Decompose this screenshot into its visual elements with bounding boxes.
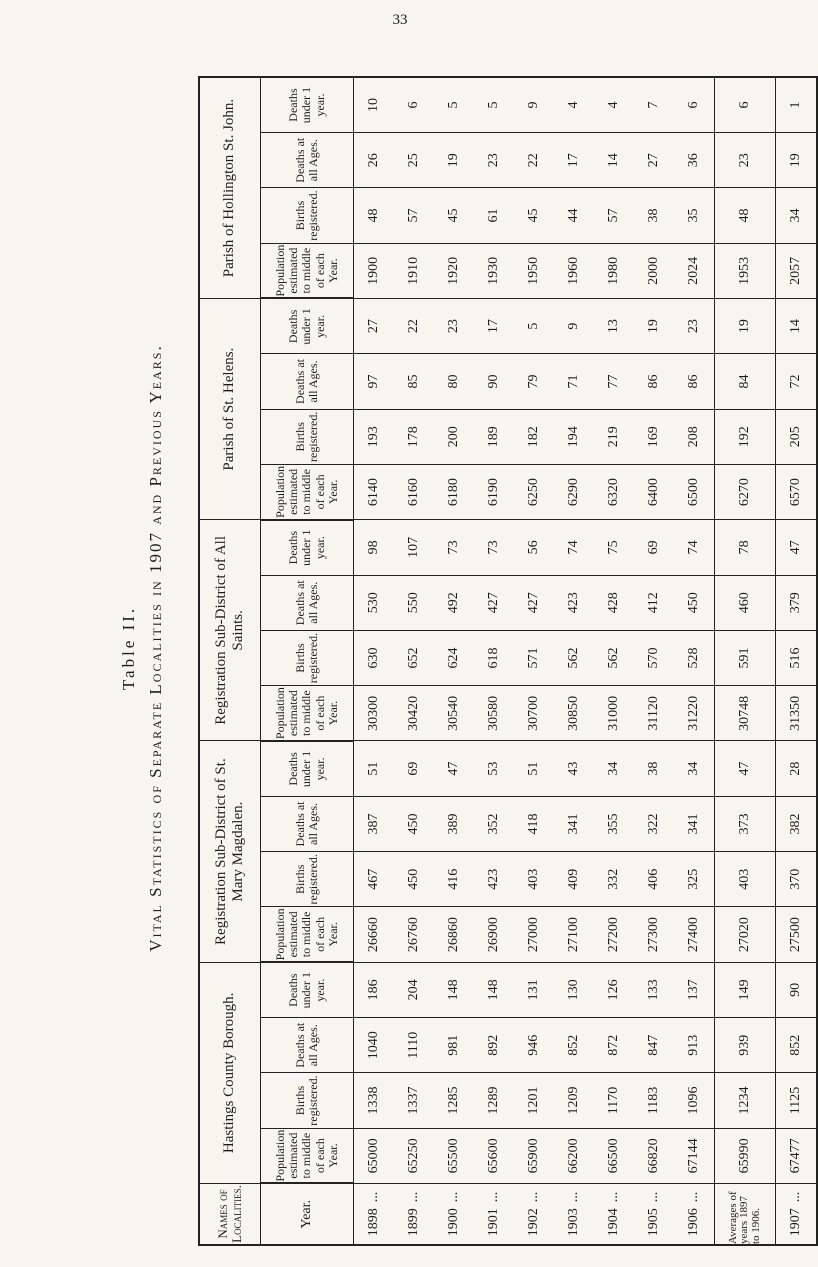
column-header: Deaths under 1 year. — [261, 962, 354, 1017]
column-header: Deaths under 1 year. — [261, 520, 354, 575]
table-cell: 149 — [715, 962, 776, 1017]
table-cell: 26 — [354, 133, 395, 188]
year-label: 1903 — [566, 1208, 581, 1237]
table-cell: 5 — [474, 77, 514, 133]
locality-header: Hastings County Borough. — [199, 962, 261, 1183]
column-header: Births registered. — [261, 1073, 354, 1128]
table-cell: 13 — [594, 299, 634, 354]
leader-dots: ... — [606, 1191, 621, 1203]
table-cell: 2057 — [776, 243, 818, 298]
table-cell: 25 — [394, 133, 434, 188]
table-cell: 528 — [674, 630, 715, 685]
table-cell: 34 — [594, 741, 634, 796]
table-cell: 66200 — [554, 1128, 594, 1183]
table-cell: 5 — [434, 77, 474, 133]
table-cell: 618 — [474, 630, 514, 685]
table-cell: 492 — [434, 575, 474, 630]
table-cell: 65900 — [514, 1128, 554, 1183]
table-cell: 322 — [634, 796, 674, 851]
table-cell: 47 — [715, 741, 776, 796]
table-cell: 2024 — [674, 243, 715, 298]
table-cell: 852 — [776, 1018, 818, 1073]
averages-label-line: to 1906. — [749, 1207, 762, 1244]
table-cell: 79 — [514, 354, 554, 409]
leader-dots: ... — [446, 1191, 461, 1203]
table-cell: 51 — [354, 741, 395, 796]
table-cell: 80 — [434, 354, 474, 409]
table-cell: 1 — [776, 77, 818, 133]
table-cell: 56 — [514, 520, 554, 575]
table-cell: 23 — [674, 299, 715, 354]
leader-dots: ... — [486, 1191, 501, 1203]
table-cell: 450 — [394, 796, 434, 851]
table-cell: 69 — [634, 520, 674, 575]
table-label: Table II. — [119, 605, 138, 691]
table-cell: 6320 — [594, 464, 634, 519]
locality-header: Registration Sub-District of All Saints. — [199, 520, 261, 741]
table-cell: 847 — [634, 1018, 674, 1073]
table-cell: 178 — [394, 409, 434, 464]
table-cell: 387 — [354, 796, 395, 851]
table-cell: 19 — [434, 133, 474, 188]
table-cell: 892 — [474, 1018, 514, 1073]
table-cell — [715, 1184, 776, 1246]
table-cell: 6270 — [715, 464, 776, 519]
table-cell: 403 — [514, 852, 554, 907]
table-cell: 6180 — [434, 464, 474, 519]
column-header: Population estimated to middle of each Year. — [261, 686, 354, 741]
table-cell: 6500 — [674, 464, 715, 519]
table-cell: 562 — [554, 630, 594, 685]
table-cell: 341 — [554, 796, 594, 851]
table-cell: 28 — [776, 741, 818, 796]
table-cell: 1960 — [554, 243, 594, 298]
year-label: 1907 — [788, 1208, 803, 1237]
table-cell: 1110 — [394, 1018, 434, 1073]
table-cell: 562 — [594, 630, 634, 685]
table-cell: 1920 — [434, 243, 474, 298]
table-cell: 137 — [674, 962, 715, 1017]
table-cell — [634, 1184, 674, 1246]
table-cell — [674, 1184, 715, 1246]
table-cell: 66820 — [634, 1128, 674, 1183]
table-cell: 382 — [776, 796, 818, 851]
table-cell: 23 — [434, 299, 474, 354]
table-cell: 133 — [634, 962, 674, 1017]
column-header: Deaths at all Ages. — [261, 796, 354, 851]
table-cell: 403 — [715, 852, 776, 907]
table-cell: 428 — [594, 575, 634, 630]
table-row — [434, 77, 474, 1245]
corner-header: Names of Localities. — [199, 1184, 261, 1246]
table-cell: 27300 — [634, 907, 674, 962]
column-header: Deaths at all Ages. — [261, 575, 354, 630]
table-cell: 1900 — [354, 243, 395, 298]
table-cell: 460 — [715, 575, 776, 630]
table-cell: 355 — [594, 796, 634, 851]
table-cell: 30748 — [715, 686, 776, 741]
table-cell: 98 — [354, 520, 395, 575]
table-cell: 1201 — [514, 1073, 554, 1128]
table-cell: 74 — [554, 520, 594, 575]
table-cell: 17 — [474, 299, 514, 354]
table-cell: 550 — [394, 575, 434, 630]
table-cell: 38 — [634, 188, 674, 243]
table-cell: 27200 — [594, 907, 634, 962]
column-header: Population estimated to middle of each Year. — [261, 243, 354, 298]
year-label: 1904 — [606, 1208, 621, 1237]
table-cell: 530 — [354, 575, 395, 630]
table-cell: 84 — [715, 354, 776, 409]
table-cell: 27020 — [715, 907, 776, 962]
table-cell: 423 — [474, 852, 514, 907]
table-cell: 30700 — [514, 686, 554, 741]
column-header: Deaths at all Ages. — [261, 133, 354, 188]
column-header: Births registered. — [261, 409, 354, 464]
table-cell — [394, 1184, 434, 1246]
table-cell: 193 — [354, 409, 395, 464]
table-cell: 872 — [594, 1018, 634, 1073]
table-cell: 852 — [554, 1018, 594, 1073]
table-cell: 69 — [394, 741, 434, 796]
table-cell: 373 — [715, 796, 776, 851]
table-cell: 1910 — [394, 243, 434, 298]
table-cell: 86 — [634, 354, 674, 409]
table-cell: 516 — [776, 630, 818, 685]
table-cell: 341 — [674, 796, 715, 851]
table-cell — [514, 1184, 554, 1246]
table-row — [474, 77, 514, 1245]
column-header: Births registered. — [261, 852, 354, 907]
table-cell: 379 — [776, 575, 818, 630]
table-cell: 1125 — [776, 1073, 818, 1128]
table-cell: 77 — [594, 354, 634, 409]
table-cell: 30580 — [474, 686, 514, 741]
table-cell: 73 — [474, 520, 514, 575]
table-cell: 332 — [594, 852, 634, 907]
table-cell: 30300 — [354, 686, 395, 741]
leader-dots: ... — [788, 1191, 803, 1203]
table-cell: 194 — [554, 409, 594, 464]
table-cell: 23 — [715, 133, 776, 188]
column-header: Population estimated to middle of each Year. — [261, 464, 354, 519]
table-cell: 78 — [715, 520, 776, 575]
year-label: 1906 — [686, 1208, 701, 1237]
table-cell: 9 — [514, 77, 554, 133]
table-cell: 4 — [594, 77, 634, 133]
table-cell: 389 — [434, 796, 474, 851]
table-row — [554, 77, 594, 1245]
column-header: Deaths under 1 year. — [261, 741, 354, 796]
table-cell: 652 — [394, 630, 434, 685]
leader-dots: ... — [646, 1191, 661, 1203]
table-cell: 1170 — [594, 1073, 634, 1128]
table-cell: 412 — [634, 575, 674, 630]
table-cell: 67477 — [776, 1128, 818, 1183]
averages-row — [715, 77, 776, 1245]
leader-dots: ... — [566, 1191, 581, 1203]
table-cell: 86 — [674, 354, 715, 409]
year-label: 1901 — [486, 1208, 501, 1237]
table-row — [634, 77, 674, 1245]
table-cell: 130 — [554, 962, 594, 1017]
table-cell: 45 — [514, 188, 554, 243]
table-cell: 182 — [514, 409, 554, 464]
table-cell — [776, 1184, 818, 1246]
table-cell: 192 — [715, 409, 776, 464]
table-cell: 1950 — [514, 243, 554, 298]
year-label: 1905 — [646, 1208, 661, 1237]
table-cell: 1040 — [354, 1018, 395, 1073]
leader-dots: ... — [366, 1191, 381, 1203]
locality-header: Parish of St. Helens. — [199, 299, 261, 520]
table-cell: 1096 — [674, 1073, 715, 1128]
table-cell: 27500 — [776, 907, 818, 962]
table-cell: 26900 — [474, 907, 514, 962]
table-cell — [474, 1184, 514, 1246]
table-cell: 90 — [474, 354, 514, 409]
table-cell: 6 — [715, 77, 776, 133]
table-cell: 74 — [674, 520, 715, 575]
table-cell: 1930 — [474, 243, 514, 298]
table-cell: 73 — [434, 520, 474, 575]
table-cell: 630 — [354, 630, 395, 685]
table-cell: 409 — [554, 852, 594, 907]
table-cell: 205 — [776, 409, 818, 464]
table-cell: 1234 — [715, 1073, 776, 1128]
table-row — [354, 77, 395, 1245]
table-cell: 423 — [554, 575, 594, 630]
year-label: 1902 — [526, 1208, 541, 1237]
table-cell: 47 — [434, 741, 474, 796]
table-cell: 65250 — [394, 1128, 434, 1183]
table-cell: 1209 — [554, 1073, 594, 1128]
table-cell: 6250 — [514, 464, 554, 519]
table-cell: 2000 — [634, 243, 674, 298]
table-cell: 34 — [776, 188, 818, 243]
table-cell: 17 — [554, 133, 594, 188]
table-cell: 31120 — [634, 686, 674, 741]
table-cell: 981 — [434, 1018, 474, 1073]
table-cell: 148 — [434, 962, 474, 1017]
table-cell: 204 — [394, 962, 434, 1017]
table-row-1907 — [776, 77, 818, 1245]
table-cell: 27 — [634, 133, 674, 188]
rotated-table-page — [118, 38, 803, 1258]
table-cell: 169 — [634, 409, 674, 464]
table-cell: 6 — [674, 77, 715, 133]
table-cell: 467 — [354, 852, 395, 907]
table-cell: 370 — [776, 852, 818, 907]
table-cell: 57 — [594, 188, 634, 243]
table-cell: 5 — [514, 299, 554, 354]
table-cell: 27400 — [674, 907, 715, 962]
table-heading — [118, 38, 188, 1258]
table-cell: 14 — [594, 133, 634, 188]
table-cell: 67144 — [674, 1128, 715, 1183]
table-cell: 31220 — [674, 686, 715, 741]
table-cell: 30420 — [394, 686, 434, 741]
table-row — [394, 77, 434, 1245]
table-cell: 26760 — [394, 907, 434, 962]
leader-dots: ... — [686, 1191, 701, 1203]
table-cell — [594, 1184, 634, 1246]
year-label: 1900 — [446, 1208, 461, 1237]
table-cell: 36 — [674, 133, 715, 188]
column-header: Deaths at all Ages. — [261, 354, 354, 409]
table-cell: 571 — [514, 630, 554, 685]
table-cell: 131 — [514, 962, 554, 1017]
table-cell: 6290 — [554, 464, 594, 519]
table-cell: 14 — [776, 299, 818, 354]
table-cell: 6160 — [394, 464, 434, 519]
table-cell: 10 — [354, 77, 395, 133]
table-cell — [554, 1184, 594, 1246]
year-label: 1899 — [406, 1208, 421, 1237]
table-cell: 65600 — [474, 1128, 514, 1183]
table-cell: 6400 — [634, 464, 674, 519]
table-cell: 946 — [514, 1018, 554, 1073]
table-cell: 6190 — [474, 464, 514, 519]
locality-header: Registration Sub-District of St. Mary Magdalen. — [199, 741, 261, 962]
table-cell: 1183 — [634, 1073, 674, 1128]
table-cell: 75 — [594, 520, 634, 575]
table-cell: 450 — [674, 575, 715, 630]
year-label: 1898 — [366, 1208, 381, 1237]
vital-statistics-table — [198, 76, 818, 1246]
column-header: Births registered. — [261, 188, 354, 243]
column-header: Deaths at all Ages. — [261, 1018, 354, 1073]
table-cell: 26860 — [434, 907, 474, 962]
table-cell: 27000 — [514, 907, 554, 962]
table-cell: 416 — [434, 852, 474, 907]
table-cell: 4 — [554, 77, 594, 133]
column-header: Population estimated to middle of each Year. — [261, 1128, 354, 1183]
table-cell: 45 — [434, 188, 474, 243]
table-cell: 61 — [474, 188, 514, 243]
page-number: 33 — [392, 12, 408, 28]
table-cell: 208 — [674, 409, 715, 464]
table-cell — [434, 1184, 474, 1246]
table-cell: 1338 — [354, 1073, 395, 1128]
table-cell: 6570 — [776, 464, 818, 519]
column-header: Deaths under 1 year. — [261, 299, 354, 354]
leader-dots: ... — [406, 1191, 421, 1203]
year-column-header: Year. — [261, 1184, 354, 1246]
column-header: Population estimated to middle of each Year. — [261, 907, 354, 962]
table-cell: 85 — [394, 354, 434, 409]
table-cell: 23 — [474, 133, 514, 188]
table-cell: 38 — [634, 741, 674, 796]
table-cell: 19 — [715, 299, 776, 354]
table-cell: 72 — [776, 354, 818, 409]
table-cell: 570 — [634, 630, 674, 685]
table-cell: 148 — [474, 962, 514, 1017]
table-cell: 27100 — [554, 907, 594, 962]
table-title: Vital Statistics of Separate Localities in 1907 and Previous Years. — [146, 344, 166, 952]
table-cell: 65990 — [715, 1128, 776, 1183]
table-cell: 406 — [634, 852, 674, 907]
table-cell: 48 — [715, 188, 776, 243]
table-cell: 47 — [776, 520, 818, 575]
column-header: Deaths under 1 year. — [261, 77, 354, 133]
table-row — [674, 77, 715, 1245]
table-cell: 107 — [394, 520, 434, 575]
table-cell: 43 — [554, 741, 594, 796]
table-cell: 71 — [554, 354, 594, 409]
table-cell: 34 — [674, 741, 715, 796]
averages-label-line: years 1897 — [738, 1196, 751, 1244]
column-header: Births registered. — [261, 630, 354, 685]
table-cell: 90 — [776, 962, 818, 1017]
table-row — [594, 77, 634, 1245]
table-cell: 6140 — [354, 464, 395, 519]
table-cell: 66500 — [594, 1128, 634, 1183]
table-cell — [354, 1184, 395, 1246]
table-cell: 186 — [354, 962, 395, 1017]
table-cell: 418 — [514, 796, 554, 851]
table-cell: 427 — [474, 575, 514, 630]
table-cell: 22 — [394, 299, 434, 354]
table-body — [354, 77, 818, 1245]
table-cell: 26660 — [354, 907, 395, 962]
table-cell: 57 — [394, 188, 434, 243]
table-cell: 65500 — [434, 1128, 474, 1183]
table-cell: 19 — [634, 299, 674, 354]
table-cell: 913 — [674, 1018, 715, 1073]
table-cell: 1953 — [715, 243, 776, 298]
table-cell: 450 — [394, 852, 434, 907]
leader-dots: ... — [526, 1191, 541, 1203]
table-cell: 51 — [514, 741, 554, 796]
table-cell: 1285 — [434, 1073, 474, 1128]
table-cell: 30850 — [554, 686, 594, 741]
table-cell: 65000 — [354, 1128, 395, 1183]
table-cell: 27 — [354, 299, 395, 354]
table-cell: 7 — [634, 77, 674, 133]
table-cell: 31000 — [594, 686, 634, 741]
table-cell: 200 — [434, 409, 474, 464]
table-cell: 30540 — [434, 686, 474, 741]
table-cell: 427 — [514, 575, 554, 630]
table-cell: 325 — [674, 852, 715, 907]
table-cell: 6 — [394, 77, 434, 133]
table-cell: 48 — [354, 188, 395, 243]
table-cell: 9 — [554, 299, 594, 354]
table-cell: 219 — [594, 409, 634, 464]
table-cell: 31350 — [776, 686, 818, 741]
table-cell: 591 — [715, 630, 776, 685]
table-cell: 189 — [474, 409, 514, 464]
table-cell: 53 — [474, 741, 514, 796]
averages-label-line: Averages of — [726, 1191, 739, 1244]
locality-header: Parish of Hollington St. John. — [199, 77, 261, 299]
table-cell: 35 — [674, 188, 715, 243]
table-cell: 19 — [776, 133, 818, 188]
table-cell: 22 — [514, 133, 554, 188]
table-cell: 44 — [554, 188, 594, 243]
table-cell: 1337 — [394, 1073, 434, 1128]
table-cell: 97 — [354, 354, 395, 409]
table-cell: 352 — [474, 796, 514, 851]
table-cell: 126 — [594, 962, 634, 1017]
table-row — [514, 77, 554, 1245]
table-cell: 624 — [434, 630, 474, 685]
table-cell: 1980 — [594, 243, 634, 298]
table-cell: 1289 — [474, 1073, 514, 1128]
table-cell: 939 — [715, 1018, 776, 1073]
